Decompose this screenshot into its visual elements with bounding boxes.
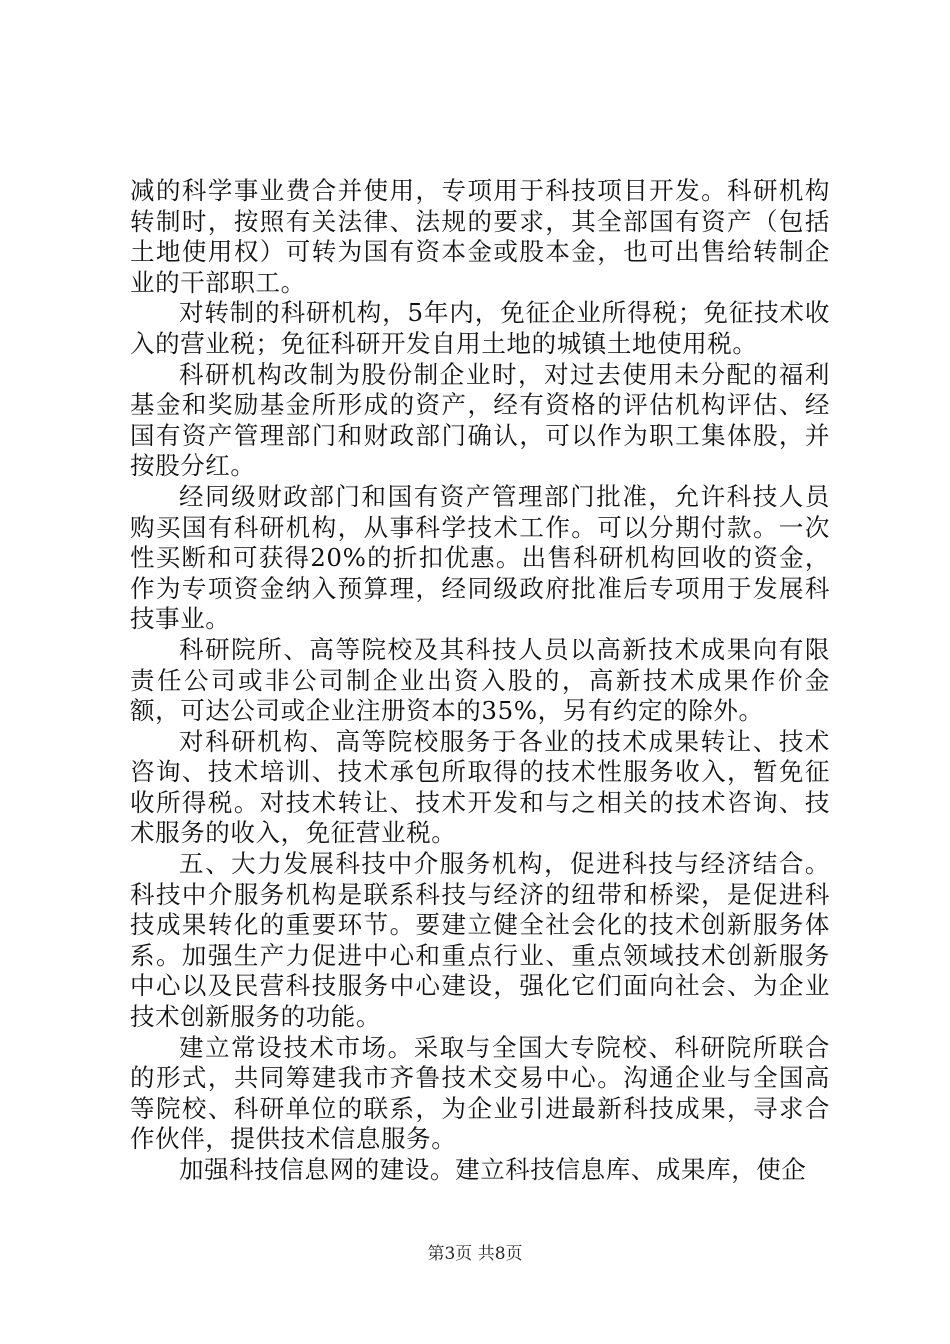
paragraph-4: 经同级财政部门和国有资产管理部门批准，允许科技人员购买国有科研机构，从事科学技术工作。可以分期付款。一次性买断和可获得20%的折扣优惠。出售科研机构回收的资金，作为专项资金纳入预算理，经同级政府批准后专项用于发展科技事业。 [130, 481, 830, 634]
paragraph-3: 科研机构改制为股份制企业时，对过去使用未分配的福利基金和奖励基金所形成的资产，经有资格的评估机构评估、经国有资产管理部门和财政部门确认，可以作为职工集体股，并按股分红。 [130, 359, 830, 481]
paragraph-2: 对转制的科研机构，5年内，免征企业所得税；免征技术收入的营业税；免征科研开发自用土地的城镇土地使用税。 [130, 298, 830, 358]
paragraph-6: 对科研机构、高等院校服务于各业的技术成果转让、技术咨询、技术培训、技术承包所取得的技术性服务收入，暂免征收所得税。对技术转让、技术开发和与之相关的技术咨询、技术服务的收入，免征营业税。 [130, 726, 830, 848]
paragraph-9: 加强科技信息网的建设。建立科技信息库、成果库，使企 [179, 1155, 807, 1184]
paragraph-1: 减的科学事业费合并使用，专项用于科技项目开发。科研机构转制时，按照有关法律、法规的要求，其全部国有资产（包括土地使用权）可转为国有资本金或股本金，也可出售给转制企业的干部职工。 [130, 176, 830, 297]
paragraph-7: 五、大力发展科技中介服务机构，促进科技与经济结合。科技中介服务机构是联系科技与经济的纽带和桥梁，是促进科技成果转化的重要环节。要建立健全社会化的技术创新服务体系。加强生产力促进中心和重点行业、重点领域技术创新服务中心以及民营科技服务中心建设，强化它们面向社会、为企业技术创新服务的功能。 [130, 849, 830, 1032]
body-text [130, 176, 830, 1186]
page-footer: 第3页 共8页 [427, 1244, 523, 1264]
paragraph-5: 科研院所、高等院校及其科技人员以高新技术成果向有限责任公司或非公司制企业出资入股的，高新技术成果作价金额，可达公司或企业注册资本的35%，另有约定的除外。 [130, 634, 830, 726]
paragraph-8: 建立常设技术市场。采取与全国大专院校、科研院所联合的形式，共同筹建我市齐鲁技术交易中心。沟通企业与全国高等院校、科研单位的联系，为企业引进最新科技成果，寻求合作伙伴，提供技术信息服务。 [130, 1032, 830, 1154]
